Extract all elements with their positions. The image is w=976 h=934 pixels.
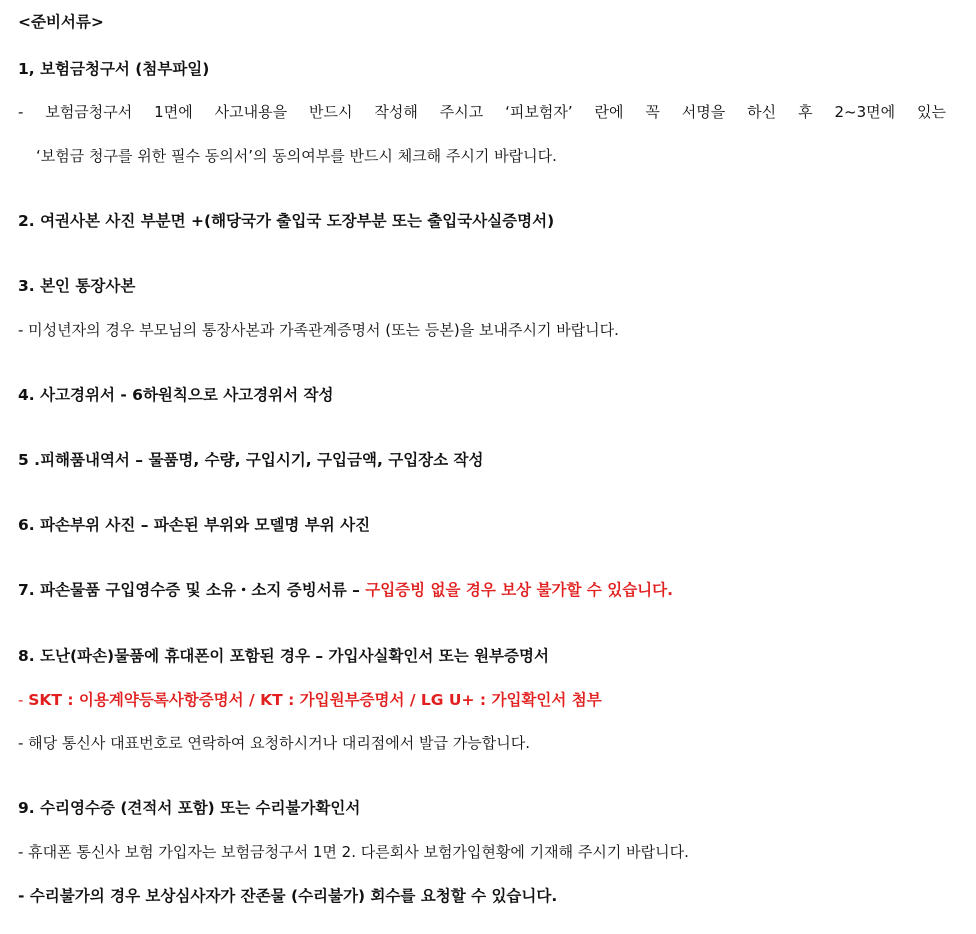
item-1-desc-line-2: ‘보험금 청구를 위한 필수 동의서’의 동의여부를 반드시 체크해 주시기 바랍니다. <box>36 147 557 165</box>
item-8-carriers: SKT : 이용계약등록사항증명서 / KT : 가입원부증명서 / LG U+ : 가입확인서 첨부 <box>28 691 602 709</box>
item-9-desc-line-2: - 수리불가의 경우 보상심사자가 잔존물 (수리불가) 회수를 요청할 수 있습니다. <box>18 887 558 905</box>
item-9-title: 9. 수리영수증 (견적서 포함) 또는 수리불가확인서 <box>18 799 361 817</box>
item-4-title: 4. 사고경위서 - 6하원칙으로 사고경위서 작성 <box>18 386 334 404</box>
item-1-title: 1, 보험금청구서 (첨부파일) <box>18 60 210 78</box>
item-8-carrier-line <box>18 689 946 711</box>
item-8-carrier-prefix: - <box>18 691 29 709</box>
item-9-desc-line-1: - 휴대폰 통신사 보험 가입자는 보험금청구서 1면 2. 다른회사 보험가입현황에 기재해 주시기 바랍니다. <box>18 843 689 861</box>
item-8-desc: - 해당 통신사 대표번호로 연락하여 요청하시거나 대리점에서 발급 가능합니다. <box>18 734 531 752</box>
item-3-title: 3. 본인 통장사본 <box>18 277 136 295</box>
item-3-desc: - 미성년자의 경우 부모님의 통장사본과 가족관계증명서 (또는 등본)을 보내주시기 바랍니다. <box>18 321 619 339</box>
item-5-title: 5 .피해품내역서 – 물품명, 수량, 구입시기, 구입금액, 구입장소 작성 <box>18 451 484 469</box>
item-7-warning: 구입증빙 없을 경우 보상 불가할 수 있습니다. <box>365 581 673 599</box>
item-1-desc-line-1: - 보험금청구서 1면에 사고내용을 반드시 작성해 주시고 ‘피보험자’ 란에 꼭 서명을 하신 후 2~3면에 있는 <box>18 103 946 121</box>
heading: <준비서류> <box>18 13 104 31</box>
item-7-title: 7. 파손물품 구입영수증 및 소유・소지 증빙서류 – <box>18 581 366 599</box>
item-2-title: 2. 여권사본 사진 부분면 +(해당국가 출입국 도장부분 또는 출입국사실증명서) <box>18 212 555 230</box>
item-7-line <box>18 579 946 601</box>
item-6-title: 6. 파손부위 사진 – 파손된 부위와 모델명 부위 사진 <box>18 516 371 534</box>
item-8-title: 8. 도난(파손)물품에 휴대폰이 포함된 경우 – 가입사실확인서 또는 원부증명서 <box>18 647 549 665</box>
